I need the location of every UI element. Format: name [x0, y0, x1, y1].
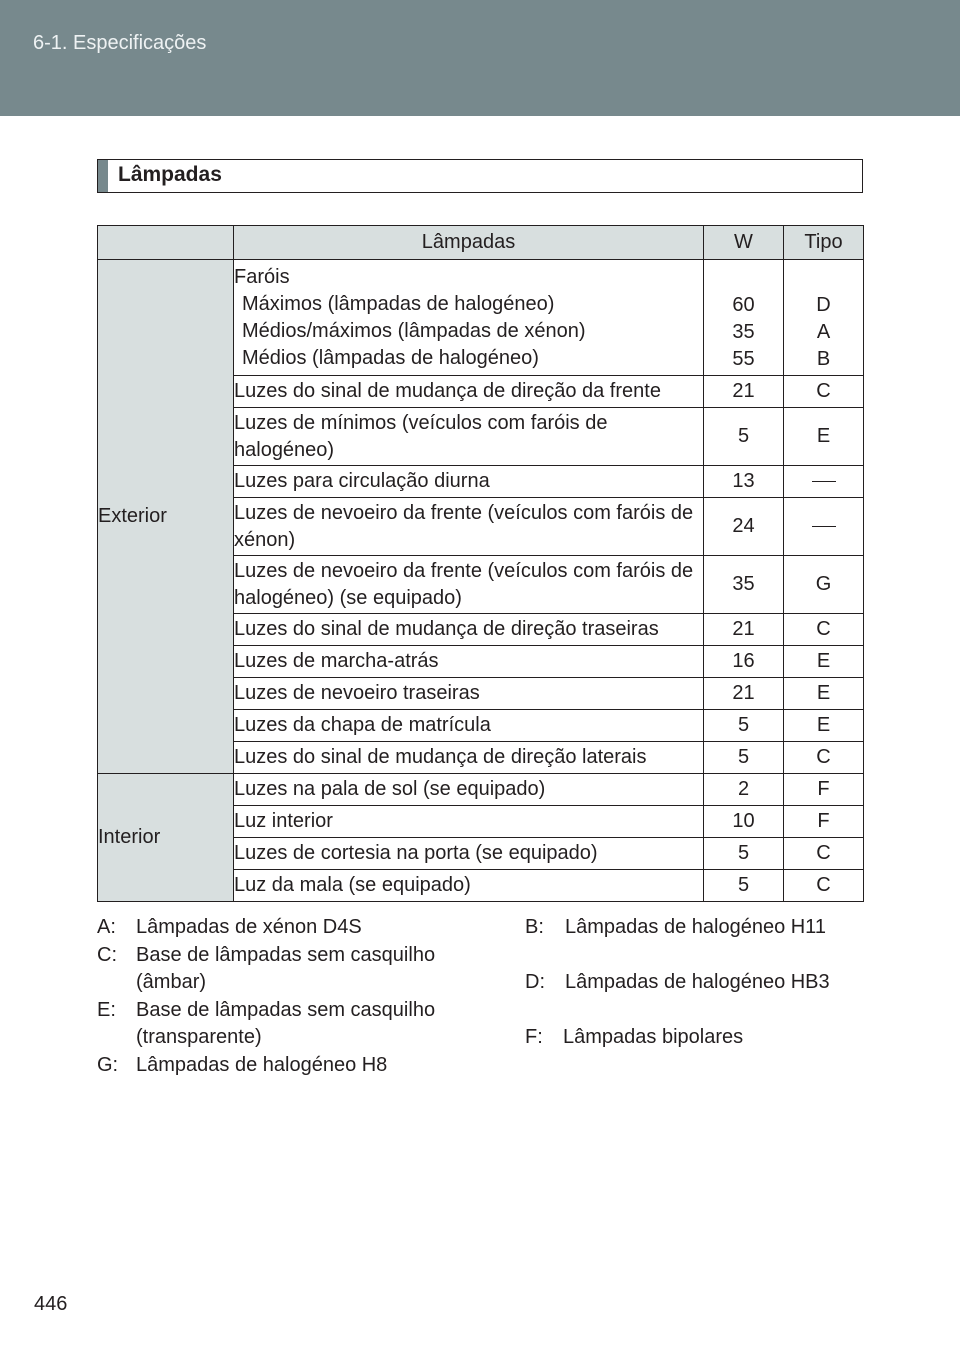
- watt-cell: [704, 614, 784, 646]
- category-cell: Interior: [98, 774, 234, 902]
- watt-value: 21: [732, 618, 755, 640]
- type-value: C: [816, 842, 831, 864]
- type-value: C: [816, 380, 831, 402]
- section-accent: [98, 160, 108, 192]
- type-value: E: [816, 682, 831, 704]
- watt-cell: [704, 260, 784, 376]
- page-number: 446: [34, 1293, 68, 1315]
- watt-value: 5: [737, 874, 750, 896]
- table-row: [98, 774, 864, 806]
- watt-cell: [704, 870, 784, 902]
- type-value: F: [817, 810, 830, 832]
- bulb-name: Luz da mala (se equipado): [234, 874, 471, 896]
- watt-cell: [704, 466, 784, 498]
- watt-value: 5: [737, 842, 750, 864]
- type-value: C: [816, 746, 831, 768]
- table-header-row: [98, 226, 864, 260]
- bulb-name-cell: [234, 376, 704, 408]
- watt-value: 60: [732, 294, 755, 316]
- watt-value: 5: [737, 714, 750, 736]
- bulb-name: Luzes de marcha-atrás: [234, 650, 439, 672]
- bulb-name: Luz interior: [234, 810, 333, 832]
- bulb-name-cell: [234, 556, 704, 614]
- bulb-variant-label: Médios/máximos (lâmpadas de xénon): [242, 319, 586, 342]
- watt-cell: [704, 678, 784, 710]
- section-title: Lâmpadas: [118, 163, 222, 186]
- bulb-name: Luzes na pala de sol (se equipado): [234, 778, 546, 800]
- bulb-variant-label: Máximos (lâmpadas de halogéneo): [242, 292, 555, 315]
- type-cell: [784, 466, 864, 498]
- type-cell: [784, 678, 864, 710]
- watt-cell: [704, 556, 784, 614]
- watt-cell: [704, 838, 784, 870]
- watt-value: 16: [732, 650, 755, 672]
- type-cell: [784, 806, 864, 838]
- bulb-name-cell: [234, 614, 704, 646]
- watt-cell: [704, 376, 784, 408]
- bulb-name: Luzes da chapa de matrícula: [234, 714, 491, 736]
- bulb-name: Luzes de mínimos (veículos com faróis de halogéneo): [234, 411, 608, 461]
- watt-value: 10: [732, 810, 755, 832]
- chapter-title: 6-1. Especificações: [33, 32, 207, 54]
- type-value: G: [815, 573, 832, 595]
- type-value: E: [816, 650, 831, 672]
- watt-value: 21: [732, 380, 755, 402]
- type-cell: [784, 646, 864, 678]
- watt-cell: [704, 806, 784, 838]
- bulb-name-cell: [234, 774, 704, 806]
- section-title-bar: [97, 159, 863, 193]
- category-cell: Exterior: [98, 260, 234, 774]
- bulb-name-cell: [234, 498, 704, 556]
- type-value: C: [816, 874, 831, 896]
- bulb-specs-table: [97, 225, 864, 902]
- watt-value: 5: [737, 746, 750, 768]
- bulb-name-cell: [234, 678, 704, 710]
- bulb-name: Luzes de nevoeiro traseiras: [234, 682, 480, 704]
- type-cell: [784, 260, 864, 376]
- watt-value: 2: [737, 778, 750, 800]
- watt-value: 13: [732, 470, 755, 492]
- type-value: E: [816, 714, 831, 736]
- dash-mark: [812, 481, 836, 482]
- bulb-name-cell: [234, 260, 704, 376]
- bulb-name-cell: [234, 466, 704, 498]
- watt-cell: [704, 774, 784, 806]
- type-cell: [784, 408, 864, 466]
- bulb-name: Luzes para circulação diurna: [234, 470, 490, 492]
- watt-value: 55: [732, 348, 755, 370]
- watt-value: 35: [732, 321, 755, 343]
- type-cell: [784, 710, 864, 742]
- bulb-name: Luzes de nevoeiro da frente (veículos com faróis de halogéneo) (se equipado): [234, 559, 694, 609]
- column-header-type: Tipo: [784, 226, 864, 260]
- bulb-name: Luzes do sinal de mudança de direção da frente: [234, 380, 661, 402]
- type-cell: [784, 614, 864, 646]
- page-header: [0, 0, 960, 116]
- column-header-category: [98, 226, 234, 260]
- watt-cell: [704, 742, 784, 774]
- type-value: D: [816, 294, 831, 316]
- watt-cell: [704, 408, 784, 466]
- bulb-name-cell: [234, 408, 704, 466]
- bulb-name-cell: [234, 870, 704, 902]
- bulb-name-cell: [234, 646, 704, 678]
- watt-value: 35: [732, 573, 755, 595]
- watt-value: 21: [732, 682, 755, 704]
- watt-value: 5: [737, 425, 750, 447]
- bulb-name-cell: [234, 710, 704, 742]
- bulb-name: Luzes de cortesia na porta (se equipado): [234, 842, 598, 864]
- type-cell: [784, 376, 864, 408]
- type-cell: [784, 742, 864, 774]
- type-cell: [784, 870, 864, 902]
- watt-cell: [704, 498, 784, 556]
- bulb-group-label: Faróis: [234, 265, 290, 288]
- type-value: A: [816, 321, 831, 343]
- type-cell: [784, 774, 864, 806]
- watt-cell: [704, 710, 784, 742]
- type-cell: [784, 556, 864, 614]
- bulb-variant-label: Médios (lâmpadas de halogéneo): [242, 346, 539, 369]
- bulb-name-cell: [234, 838, 704, 870]
- bulb-name: Luzes do sinal de mudança de direção laterais: [234, 746, 647, 768]
- bulb-name: Luzes de nevoeiro da frente (veículos com faróis de xénon): [234, 501, 694, 551]
- dash-mark: [812, 526, 836, 527]
- type-value: F: [817, 778, 830, 800]
- bulb-name-cell: [234, 806, 704, 838]
- table-row: [98, 260, 864, 376]
- bulb-name-cell: [234, 742, 704, 774]
- watt-cell: [704, 646, 784, 678]
- type-cell: [784, 498, 864, 556]
- type-value: B: [816, 348, 831, 370]
- column-header-watts: W: [704, 226, 784, 260]
- type-value: C: [816, 618, 831, 640]
- bulb-name: Luzes do sinal de mudança de direção traseiras: [234, 618, 659, 640]
- type-value: E: [816, 425, 831, 447]
- column-header-bulbs: Lâmpadas: [234, 226, 704, 260]
- watt-value: 24: [732, 515, 755, 537]
- type-cell: [784, 838, 864, 870]
